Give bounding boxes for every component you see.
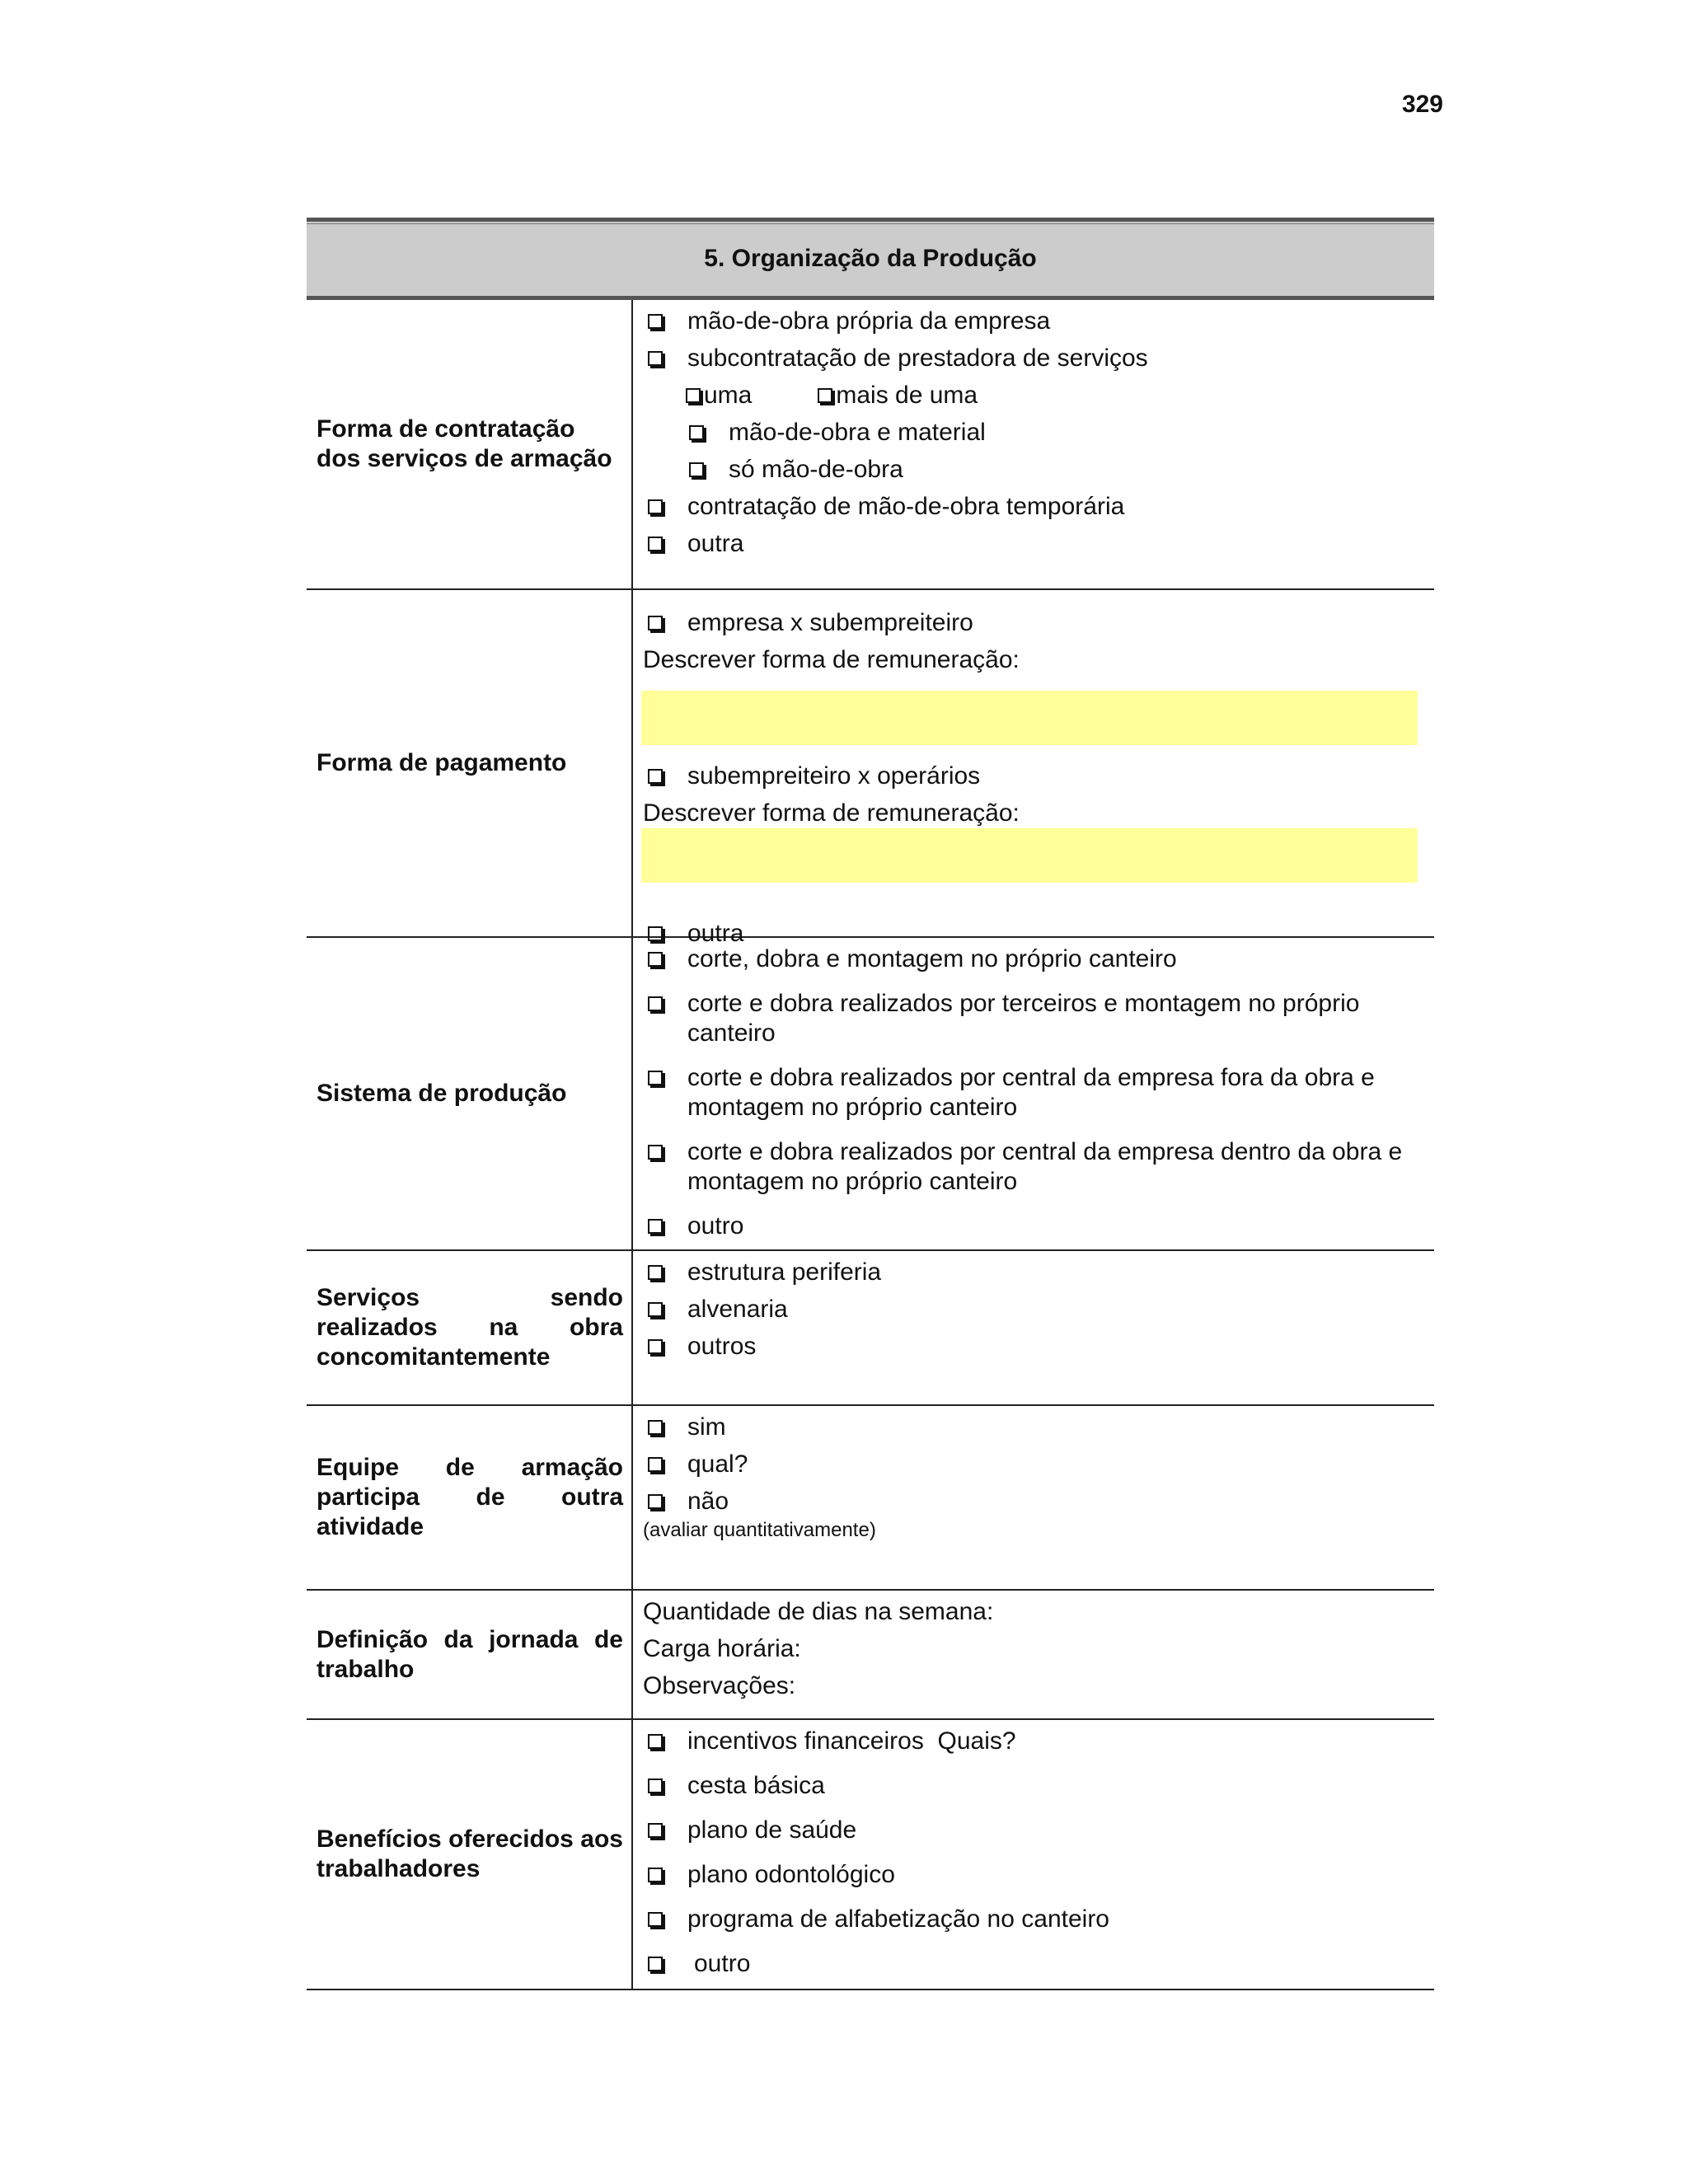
checkbox-icon[interactable] (648, 769, 663, 784)
checkbox-icon[interactable] (648, 314, 663, 329)
row-contratacao (307, 300, 1434, 590)
checkbox-icon[interactable] (648, 1779, 663, 1793)
row-label (307, 590, 633, 936)
checkbox-icon[interactable] (686, 388, 701, 403)
option-label: outra (687, 530, 744, 557)
checkbox-icon[interactable] (648, 1957, 663, 1971)
option-label: não (687, 1488, 729, 1515)
row-label (307, 300, 633, 588)
checkbox-icon[interactable] (648, 1734, 663, 1749)
equipe-label: Equipe de armação participa de outra atividade (316, 1454, 623, 1540)
checkbox-icon[interactable] (648, 1912, 663, 1927)
option-item (643, 1816, 1434, 1860)
option-label: sim (687, 1413, 726, 1441)
jornada-dias: Quantidade de dias na semana: (643, 1598, 994, 1625)
option-label: plano odontológico (687, 1861, 895, 1888)
option-label: uma (704, 382, 753, 409)
checkbox-icon[interactable] (648, 1457, 663, 1472)
option-label: programa de alfabetização no canteiro (687, 1905, 1109, 1933)
option-item (643, 1949, 1434, 1986)
jornada-label: Definição da jornada de trabalho (316, 1625, 623, 1683)
row-content (633, 590, 1434, 947)
checkbox-icon[interactable] (648, 1219, 663, 1234)
option-label: subempreiteiro x operários (687, 762, 981, 790)
option-item (643, 344, 1434, 381)
checkbox-icon[interactable] (818, 388, 832, 403)
checkbox-icon[interactable] (648, 952, 663, 967)
pagamento-label: Forma de pagamento (316, 749, 567, 776)
description-prompt: Descrever forma de remuneração: (643, 799, 1020, 827)
option-label: corte e dobra realizados por terceiros e montagem no próprio canteiro (687, 990, 1360, 1047)
option-item (643, 989, 1434, 1048)
row-label (307, 1720, 633, 1989)
row-content (633, 1720, 1434, 1989)
description-prompt: Descrever forma de remuneração: (643, 646, 1020, 673)
option-item (643, 1860, 1434, 1905)
section-header (307, 218, 1434, 300)
checkbox-icon[interactable] (689, 462, 704, 477)
checkbox-icon[interactable] (648, 1265, 663, 1280)
row-label (307, 1406, 633, 1589)
section-title: 5. Organização da Produção (704, 245, 1037, 272)
option-item (643, 1332, 1434, 1369)
sistema-label: Sistema de produção (316, 1080, 567, 1107)
option-item (643, 1413, 1434, 1450)
option-item (643, 1063, 1434, 1122)
checkbox-icon[interactable] (648, 1339, 663, 1354)
row-beneficios (307, 1720, 1434, 1990)
beneficios-label: Benefícios oferecidos aos trabalhadores (316, 1825, 623, 1882)
remuneration-field[interactable] (641, 691, 1418, 745)
checkbox-icon[interactable] (648, 1823, 663, 1838)
row-content (633, 300, 1434, 588)
option-label: corte e dobra realizados por central da empresa dentro da obra e montagem no próprio canteiro (687, 1138, 1403, 1195)
checkbox-icon[interactable] (648, 996, 663, 1011)
option-label: mão-de-obra e material (729, 419, 986, 446)
option-label: qual? (687, 1451, 748, 1478)
option-label: plano de saúde (687, 1816, 857, 1844)
option-item (643, 307, 1434, 344)
checkbox-icon[interactable] (648, 1494, 663, 1509)
checkbox-icon[interactable] (648, 1145, 663, 1160)
form-table (307, 218, 1434, 1990)
row-equipe (307, 1406, 1434, 1591)
option-label: outro (694, 1950, 751, 1977)
option-label: cesta básica (687, 1772, 825, 1799)
option-label: alvenaria (687, 1296, 788, 1323)
option-item (643, 1212, 1434, 1249)
checkbox-icon[interactable] (689, 425, 704, 440)
option-item (643, 944, 1434, 974)
note-text: (avaliar quantitativamente) (643, 1519, 876, 1541)
option-label: outra (687, 920, 744, 947)
checkbox-icon[interactable] (648, 1420, 663, 1435)
row-content (633, 1251, 1434, 1404)
option-label: mão-de-obra própria da empresa (687, 307, 1051, 335)
option-label: contratação de mão-de-obra temporária (687, 493, 1125, 520)
checkbox-icon[interactable] (648, 616, 663, 630)
option-label: estrutura periferia (687, 1258, 882, 1286)
option-label: empresa x subempreiteiro (687, 609, 973, 636)
jornada-observacoes: Observações: (643, 1672, 796, 1699)
option-item (643, 1450, 1434, 1487)
option-group-quantity (643, 381, 1434, 418)
option-label: subcontratação de prestadora de serviços (687, 344, 1148, 372)
row-label (307, 1251, 633, 1404)
row-pagamento (307, 590, 1434, 947)
option-item (643, 762, 1434, 799)
remuneration-field[interactable] (641, 828, 1418, 883)
option-item (643, 608, 1434, 645)
row-content (633, 938, 1434, 1249)
checkbox-icon[interactable] (648, 1868, 663, 1882)
option-mais-de-uma (818, 381, 978, 410)
option-item (643, 1137, 1434, 1197)
row-jornada (307, 1591, 1434, 1720)
contratacao-label: Forma de contratação dos serviços de armação (316, 415, 612, 472)
option-item (643, 1905, 1434, 1949)
option-label: mais de uma (836, 382, 978, 409)
checkbox-icon[interactable] (648, 1302, 663, 1317)
option-label: só mão-de-obra (729, 456, 903, 483)
servicos-label: Serviços sendo realizados na obra concomitantemente (316, 1284, 623, 1371)
jornada-carga: Carga horária: (643, 1635, 801, 1662)
option-item (643, 1295, 1434, 1332)
option-label: corte e dobra realizados por central da empresa fora da obra e montagem no próprio canteiro (687, 1064, 1375, 1121)
option-item (643, 1258, 1434, 1295)
option-item (643, 492, 1434, 529)
option-item (643, 1487, 1434, 1518)
option-label: corte, dobra e montagem no próprio canteiro (687, 945, 1177, 972)
option-label: incentivos financeiros Quais? (687, 1727, 1016, 1755)
option-label: outros (687, 1333, 757, 1360)
option-item (643, 1771, 1434, 1816)
row-label (307, 938, 633, 1249)
row-content (633, 1591, 1434, 1718)
option-item (643, 418, 1434, 455)
row-sistema (307, 938, 1434, 1251)
option-item (643, 529, 1434, 566)
checkbox-icon[interactable] (648, 499, 663, 514)
page-number: 329 (1401, 91, 1443, 118)
checkbox-icon[interactable] (648, 351, 663, 366)
option-label: outro (687, 1212, 744, 1240)
checkbox-icon[interactable] (648, 1071, 663, 1085)
row-content (633, 1406, 1434, 1589)
checkbox-icon[interactable] (648, 537, 663, 551)
option-uma (686, 381, 752, 410)
option-item (643, 1727, 1434, 1771)
row-label (307, 1591, 633, 1718)
option-item (643, 455, 1434, 492)
row-servicos (307, 1251, 1434, 1406)
